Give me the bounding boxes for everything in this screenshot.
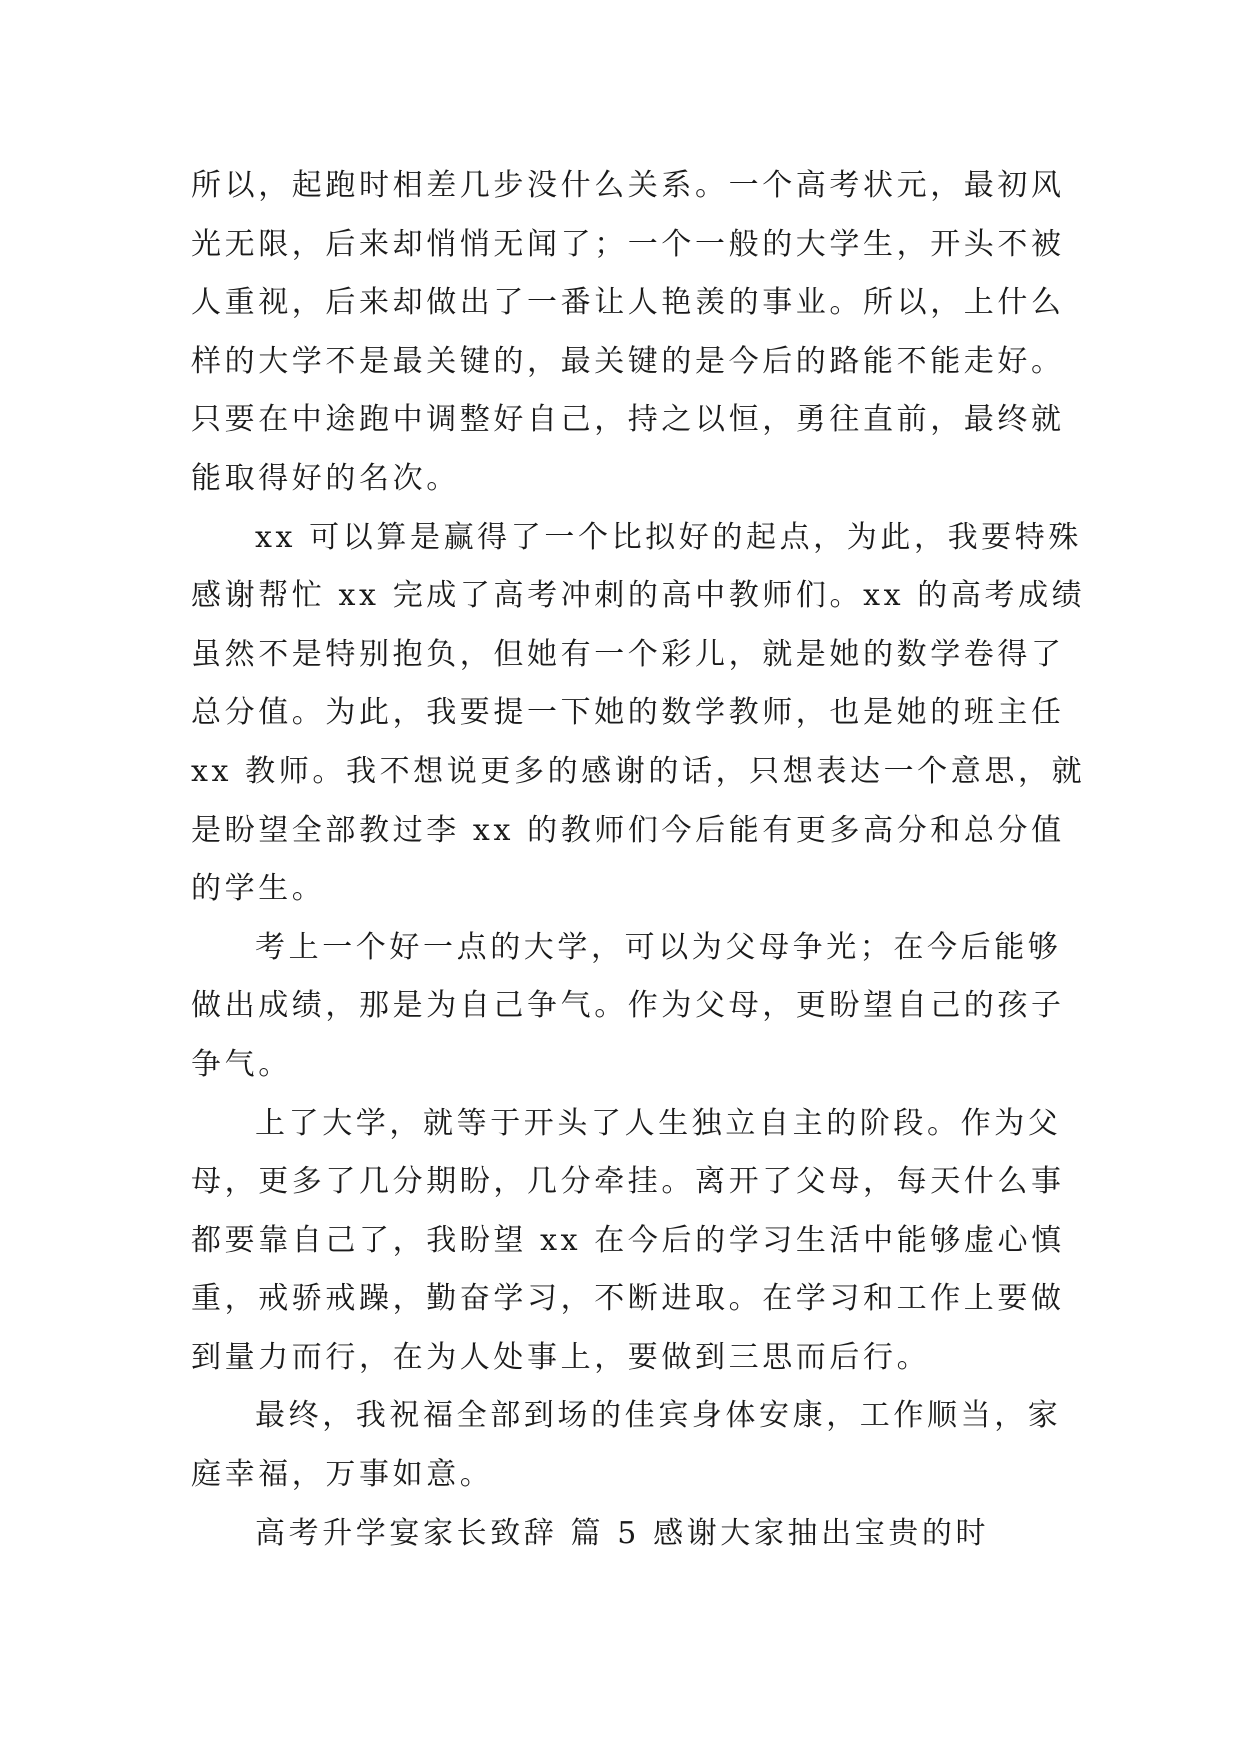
text-line: 争气。 xyxy=(191,1046,292,1082)
text-line: 样的大学不是最关键的，最关键的是今后的路能不能走好。 xyxy=(191,343,1065,379)
text-line: 最终，我祝福全部到场的佳宾身体安康，工作顺当，家 xyxy=(255,1398,1062,1434)
text-line: 总分值。为此，我要提一下她的数学教师，也是她的班主任 xyxy=(191,695,1065,731)
text-line: 所以，起跑时相差几步没什么关系。一个高考状元，最初风 xyxy=(191,168,1065,203)
text-line: 上了大学，就等于开头了人生独立自主的阶段。作为父 xyxy=(255,1105,1062,1141)
text-line: 的学生。 xyxy=(191,871,326,907)
text-line: 做出成绩，那是为自己争气。作为父母，更盼望自己的孩子 xyxy=(191,988,1065,1024)
text-line: 感谢帮忙 xx 完成了高考冲刺的高中教师们。xx 的高考成绩 xyxy=(191,578,1086,614)
document-body xyxy=(191,157,1091,1563)
text-line: 能取得好的名次。 xyxy=(191,460,460,496)
text-line: 庭幸福，万事如意。 xyxy=(191,1457,494,1493)
text-line: 考上一个好一点的大学，可以为父母争光；在今后能够 xyxy=(255,929,1062,965)
text-line: 虽然不是特别抱负，但她有一个彩儿，就是她的数学卷得了 xyxy=(191,636,1065,672)
text-line: 高考升学宴家长致辞 篇 5 感谢大家抽出宝贵的时 xyxy=(255,1515,990,1551)
text-line: 光无限，后来却悄悄无闻了；一个一般的大学生，开头不被 xyxy=(191,226,1065,262)
text-line: 人重视，后来却做出了一番让人艳羡的事业。所以，上什么 xyxy=(191,285,1065,321)
text-line: 是盼望全部教过李 xx 的教师们今后能有更多高分和总分值 xyxy=(191,812,1065,848)
text-line: xx 可以算是赢得了一个比拟好的起点，为此，我要特殊 xyxy=(255,519,1082,555)
text-line: 只要在中途跑中调整好自己，持之以恒，勇往直前，最终就 xyxy=(191,402,1065,438)
text-line: 到量力而行，在为人处事上，要做到三思而后行。 xyxy=(191,1339,931,1375)
text-line: 母，更多了几分期盼，几分牵挂。离开了父母，每天什么事 xyxy=(191,1164,1065,1200)
text-line: 重，戒骄戒躁，勤奋学习，不断进取。在学习和工作上要做 xyxy=(191,1281,1065,1317)
text-line: xx 教师。我不想说更多的感谢的话，只想表达一个意思，就 xyxy=(191,753,1086,789)
text-line: 都要靠自己了，我盼望 xx 在今后的学习生活中能够虚心慎 xyxy=(191,1222,1065,1258)
